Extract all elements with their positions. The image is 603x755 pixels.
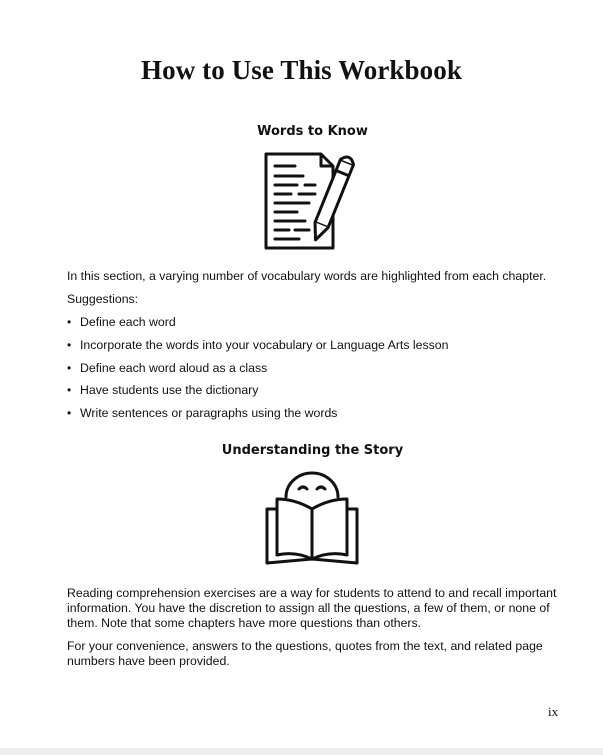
list-item	[67, 314, 448, 337]
words-to-know-heading: Words to Know	[257, 124, 368, 139]
bullet-dot: •	[67, 360, 72, 375]
list-item-text: Incorporate the words into your vocabulary or Language Arts lesson	[80, 337, 449, 352]
document-pencil-icon	[263, 152, 363, 257]
understanding-paragraph-1: Reading comprehension exercises are a way for students to attend to and recall important information. You have the discretion to assign all the questions, a few of them, or none of them. Note that some chapters have more questions than others.	[67, 586, 557, 630]
reading-person-icon	[263, 471, 361, 574]
words-to-know-intro: In this section, a varying number of vocabulary words are highlighted from each chapter.	[67, 269, 547, 283]
list-item-text: Define each word aloud as a class	[80, 360, 268, 375]
bullet-dot: •	[67, 315, 72, 329]
bullet-dot: •	[67, 406, 72, 421]
understanding-paragraph-2: For your convenience, answers to the questions, quotes from the text, and related page numbers have been provided.	[67, 639, 543, 668]
page-title: How to Use This Workbook	[141, 55, 462, 85]
suggestions-list	[67, 314, 448, 428]
list-item	[67, 405, 448, 428]
bullet-dot: •	[67, 337, 72, 352]
list-item-text: Define each word	[80, 315, 176, 329]
page-number: ix	[548, 704, 559, 719]
understanding-the-story-heading: Understanding the Story	[221, 443, 404, 458]
list-item-text: Write sentences or paragraphs using the words	[80, 406, 338, 421]
suggestions-label: Suggestions:	[67, 292, 139, 306]
page-bottom-edge	[0, 748, 603, 755]
list-item-text: Have students use the dictionary	[80, 383, 259, 398]
list-item	[67, 337, 448, 360]
list-item	[67, 382, 448, 405]
list-item	[67, 360, 448, 383]
bullet-dot: •	[67, 383, 72, 398]
